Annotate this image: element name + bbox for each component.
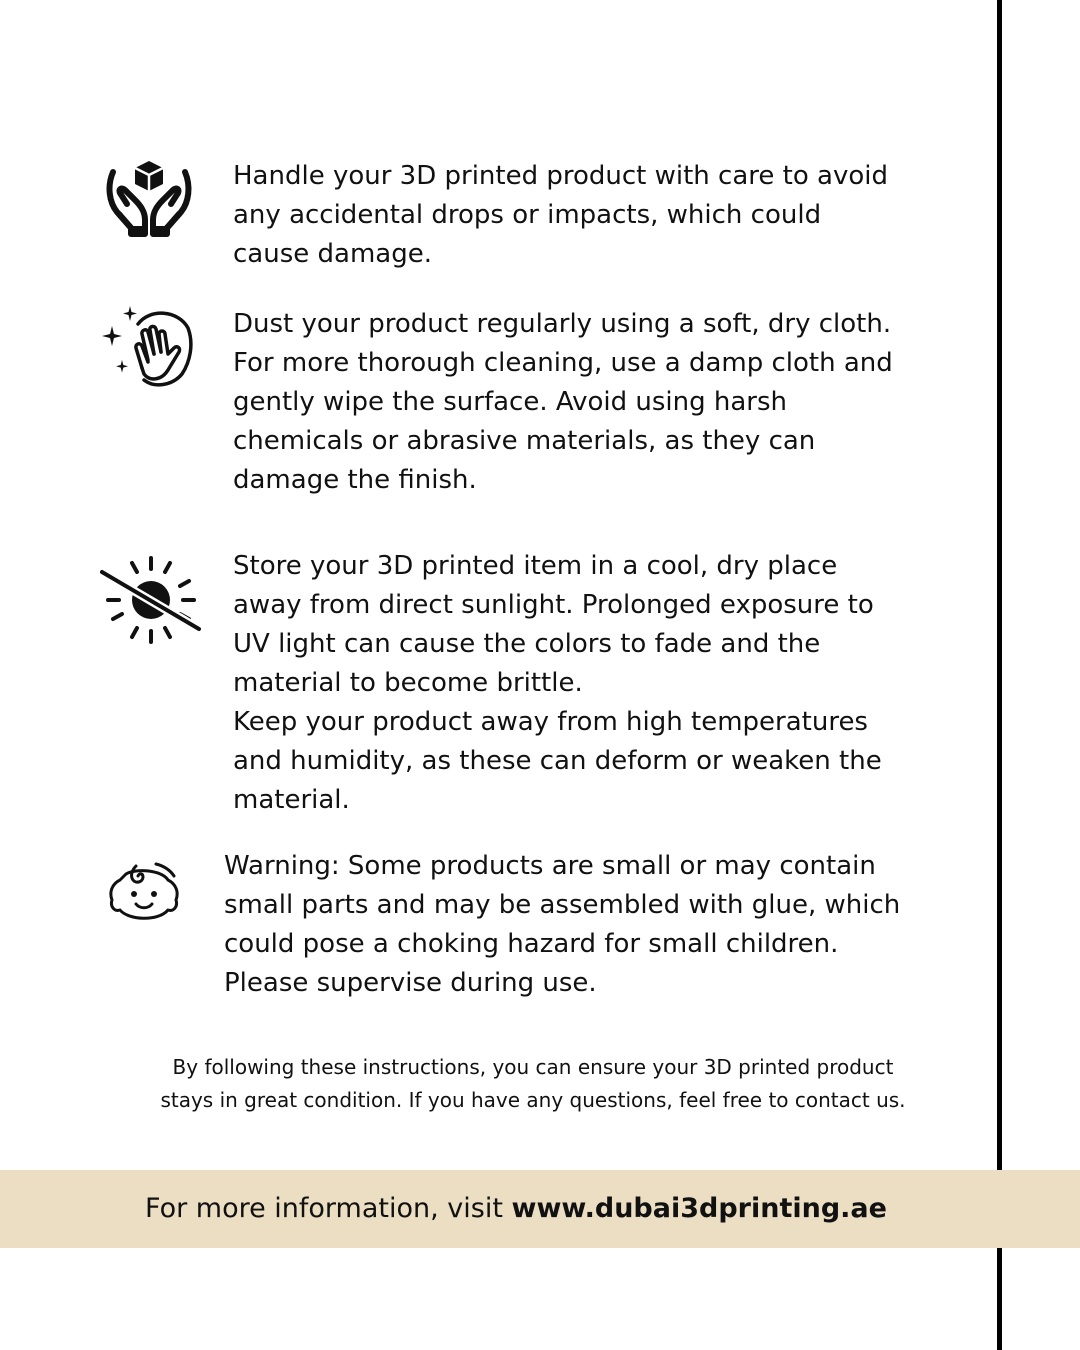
wiping-hand-sparkles-icon bbox=[98, 304, 196, 388]
info-banner bbox=[0, 1170, 1080, 1248]
website-link[interactable]: www.dubai3dprinting.ae bbox=[511, 1193, 887, 1224]
warning-text bbox=[224, 847, 900, 1003]
text-line: any accidental drops or impacts, which could bbox=[233, 200, 822, 230]
text-line: and humidity, as these can deform or weaken the bbox=[233, 746, 882, 776]
banner-text bbox=[145, 1191, 887, 1227]
text-line: Please supervise during use. bbox=[224, 968, 597, 998]
storage-text bbox=[233, 547, 882, 820]
text-line: chemicals or abrasive materials, as they can bbox=[233, 426, 816, 456]
text-line: By following these instructions, you can ensure your 3D printed product bbox=[172, 1055, 894, 1079]
baby-face-icon bbox=[106, 860, 182, 926]
text-line: Dust your product regularly using a soft, dry cloth. bbox=[233, 309, 892, 339]
text-line: cause damage. bbox=[233, 239, 432, 269]
text-line: UV light can cause the colors to fade and the bbox=[233, 629, 821, 659]
text-line: For more thorough cleaning, use a damp cloth and bbox=[233, 348, 893, 378]
hands-holding-box-icon bbox=[105, 158, 193, 238]
text-line: away from direct sunlight. Prolonged exposure to bbox=[233, 590, 874, 620]
text-line: Store your 3D printed item in a cool, dry place bbox=[233, 551, 838, 581]
text-line: small parts and may be assembled with glue, which bbox=[224, 890, 901, 920]
vertical-border-line-bottom bbox=[997, 1248, 1002, 1350]
vertical-border-line-top bbox=[997, 0, 1002, 1170]
text-line: could pose a choking hazard for small children. bbox=[224, 929, 839, 959]
text-line: Handle your 3D printed product with care to avoid bbox=[233, 161, 888, 191]
text-line: stays in great condition. If you have any questions, feel free to contact us. bbox=[160, 1088, 906, 1112]
text-line: material to become brittle. bbox=[233, 668, 583, 698]
care-handling-text bbox=[233, 157, 888, 274]
text-line: Warning: Some products are small or may contain bbox=[224, 851, 876, 881]
closing-note bbox=[0, 1051, 1066, 1117]
text-line: Keep your product away from high temperatures bbox=[233, 707, 868, 737]
text-line: material. bbox=[233, 785, 350, 815]
banner-prefix: For more information, visit bbox=[145, 1193, 512, 1224]
cleaning-text bbox=[233, 305, 893, 500]
no-sunlight-icon bbox=[100, 555, 202, 647]
text-line: gently wipe the surface. Avoid using harsh bbox=[233, 387, 788, 417]
text-line: damage the finish. bbox=[233, 465, 477, 495]
